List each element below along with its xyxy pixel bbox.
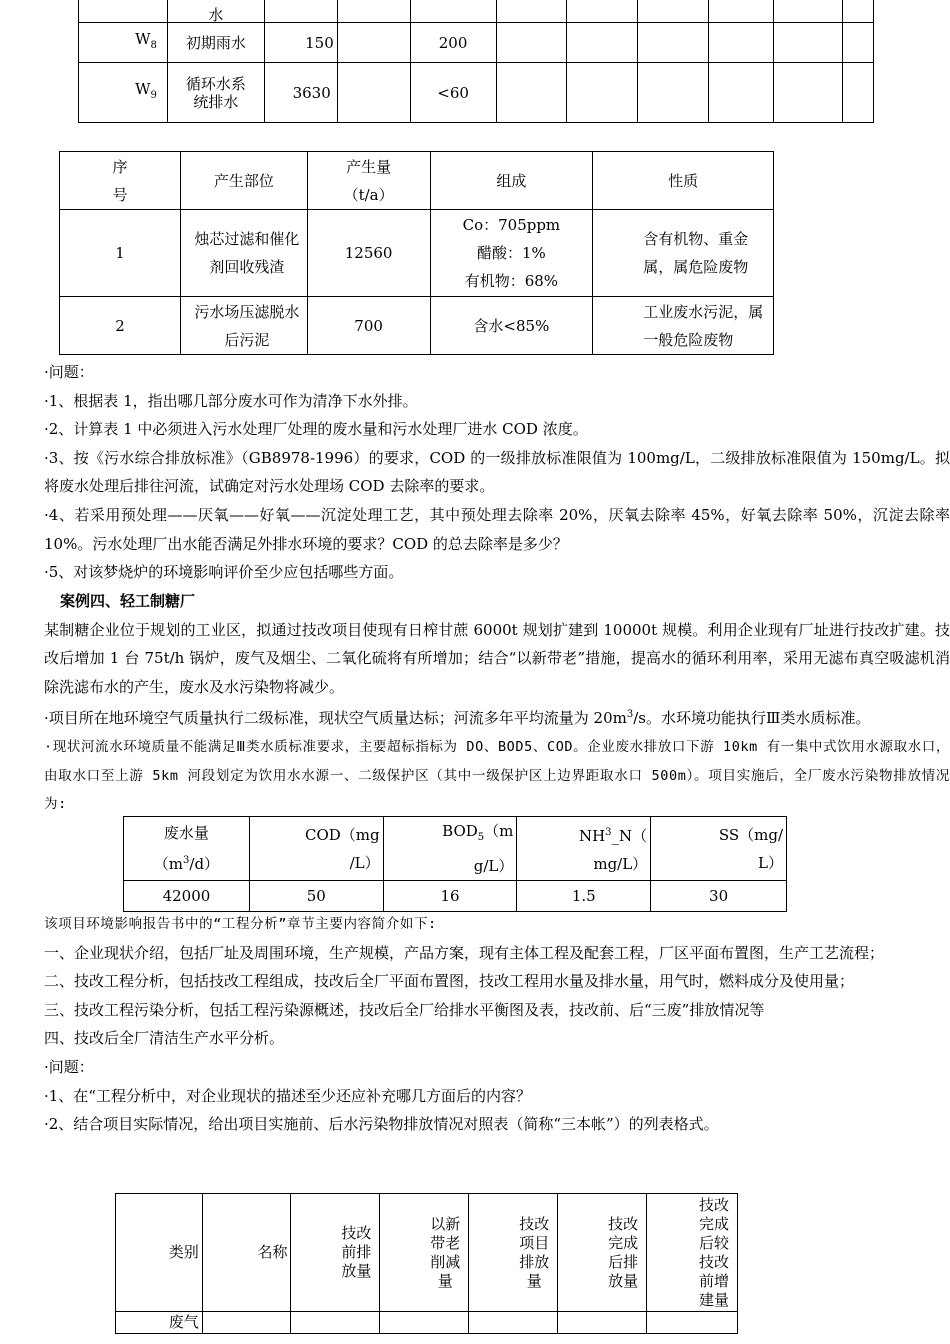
table-cell: 水 [167,0,264,23]
section-title: 案例四、轻工制糖厂 [60,592,196,610]
table-row [79,0,874,23]
table-cell: 3630 [264,63,337,123]
header-increase: 技改完成后较技改前增建量 [647,1194,738,1312]
question-item: ·1、在“工程分析中，对企业现状的描述至少还应补充哪几方面后的内容？ [44,1086,531,1105]
table-cell: 工业废水污泥，属一般危险废物 [593,297,774,355]
table-header-row [116,1194,738,1312]
analysis-item: 四、技改后全厂清洁生产水平分析。 [44,1029,285,1048]
table-header-row [124,817,787,881]
table-cell: 2 [60,297,181,355]
table-cell: 150 [264,23,337,63]
table-cell: 含水<85% [430,297,593,355]
header-after: 技改完成后排放量 [558,1194,647,1312]
table-cell: Co：705ppm 醋酸：1% 有机物：68% [430,210,593,297]
table-row [116,1312,738,1334]
table-cell: 初期雨水 [167,23,264,63]
analysis-item: 三、技改工程污染分析，包括工程污染源概述，技改后全厂给排水平衡图及表，技改前、后“三废”排放情况等 [44,1000,765,1019]
header-category: 类别 [116,1194,203,1312]
table-header-row [60,152,774,210]
question-item: ·2、结合项目实际情况，给出项目实施前、后水污染物排放情况对照表（简称“三本帐”）的列表格式。 [44,1115,719,1134]
table-cell: 循环水系统排水 [167,63,264,123]
table-cell: 50 [249,881,383,912]
question-item: ·5、对该梦烧炉的环境影响评价至少应包括哪些方面。 [44,563,404,582]
header-bod: $BOD_5(m$ g/L） [383,817,517,881]
case-section [44,587,950,819]
analysis-item: 二、技改工程分析，包括技改工程组成，技改后全厂平面布置图，技改工程用水量及排水量，用气时，燃料成分及使用量； [44,972,855,991]
table-row [124,881,787,912]
table-row [79,23,874,63]
table-cell: 42000 [124,881,250,912]
env-standard-line: ·项目所在地环境空气质量执行二级标准，现状空气质量达标；河流多年平均流量为 $20m^3/s$。水环境功能执行Ⅲ类水质标准。 [44,709,871,728]
header-seq: 序号 [60,152,181,210]
wastewater-table [78,0,874,123]
solid-waste-table [59,151,774,355]
table-cell: 1.5 [517,881,651,912]
analysis-section [44,910,950,1139]
table-cell: $W_8$ [79,23,168,63]
question-item: ·3、按《污水综合排放标准》（GB8978-1996）的要求，COD 的一级排放标准限值为 100mg/L，二级排放标准限值为 150mg/L。拟将废水处理后排往河流，试确定对污水处理场 COD 去除率的要求。 [44,448,950,496]
analysis-intro: 该项目环境影响报告书中的“工程分析”章节主要内容简介如下: [44,916,437,932]
table-cell: 200 [410,23,496,63]
header-reduction: 以新带老削减量 [380,1194,469,1312]
discharge-table [123,816,787,912]
table-row [79,63,874,123]
table-cell: 烛芯过滤和催化剂回收残渣 [180,210,307,297]
table-cell: 污水场压滤脱水后污泥 [180,297,307,355]
questions-heading: ·问题： [44,363,94,381]
header-amount: 产生量 （t/a） [307,152,430,210]
table-cell: 700 [307,297,430,355]
question-item: ·1、根据表 1，指出哪几部分废水可作为清净下水外排。 [44,391,418,410]
table-cell: <60 [410,63,496,123]
river-description: ·现状河流水环境质量不能满足Ⅲ类水质标准要求，主要超标指标为 DO、BOD5、COD。企业废水排放口下游 10km 有一集中式饮用水源取水口，由取水口至上游 5km 河段划定为饮用水水源一、二级保护区（其中一级保护区上边界距取水口 500m）。项目实施后，全厂废水污染物排放情况为: [44,738,950,813]
three-accounts-table [115,1193,738,1334]
questions-heading: ·问题： [44,1057,94,1076]
header-name: 名称 [202,1194,291,1312]
analysis-item: 一、企业现状介绍，包括厂址及周围环境，生产规模，产品方案，现有主体工程及配套工程，厂区平面布置图，生产工艺流程； [44,943,885,962]
table-row [60,297,774,355]
questions-section [44,358,950,587]
header-source: 产生部位 [180,152,307,210]
table-cell: 废气 [116,1312,203,1334]
table-cell: 1 [60,210,181,297]
header-before: 技改前排放量 [291,1194,380,1312]
header-composition: 组成 [430,152,593,210]
header-project: 技改项目排放量 [469,1194,558,1312]
header-ss: SS（mg/ L） [651,817,787,881]
table-cell: $W_9$ [79,63,168,123]
table-cell: 16 [383,881,517,912]
case-intro: 某制糖企业位于规划的工业区，拟通过技改项目使现有日榨甘蔗 6000t 规划扩建到 10000t 规模。利用企业现有厂址进行技改扩建。技改后增加 1 台 75t/h 锅炉，废气及烟尘、二氧化硫将有所增加；结合“以新带老”措施，提高水的循环利用率，采用无滤布真空吸滤机消除洗滤布水的产生，废水及水污染物将减少。 [44,620,950,696]
header-volume: 废水量 $(m^3/d)$ [124,817,250,881]
table-cell: 12560 [307,210,430,297]
question-item: ·2、计算表 1 中必须进入污水处理厂处理的废水量和污水处理厂进水 COD 浓度。 [44,420,588,439]
question-item: ·4、若采用预处理——厌氧——好氧——沉淀处理工艺，其中预处理去除率 20%，厌氧去除率 45%，好氧去除率 50%，沉淀去除率 10%。污水处理厂出水能否满足外排水环境的要求？COD 的总去除率是多少？ [44,505,950,553]
table-row [60,210,774,297]
header-nh3n: $NH^3\_N$（ mg/L） [517,817,651,881]
table-cell: 30 [651,881,787,912]
header-property: 性质 [593,152,774,210]
header-cod: COD（mg /L） [249,817,383,881]
table-cell: 含有机物、重金属，属危险废物 [593,210,774,297]
